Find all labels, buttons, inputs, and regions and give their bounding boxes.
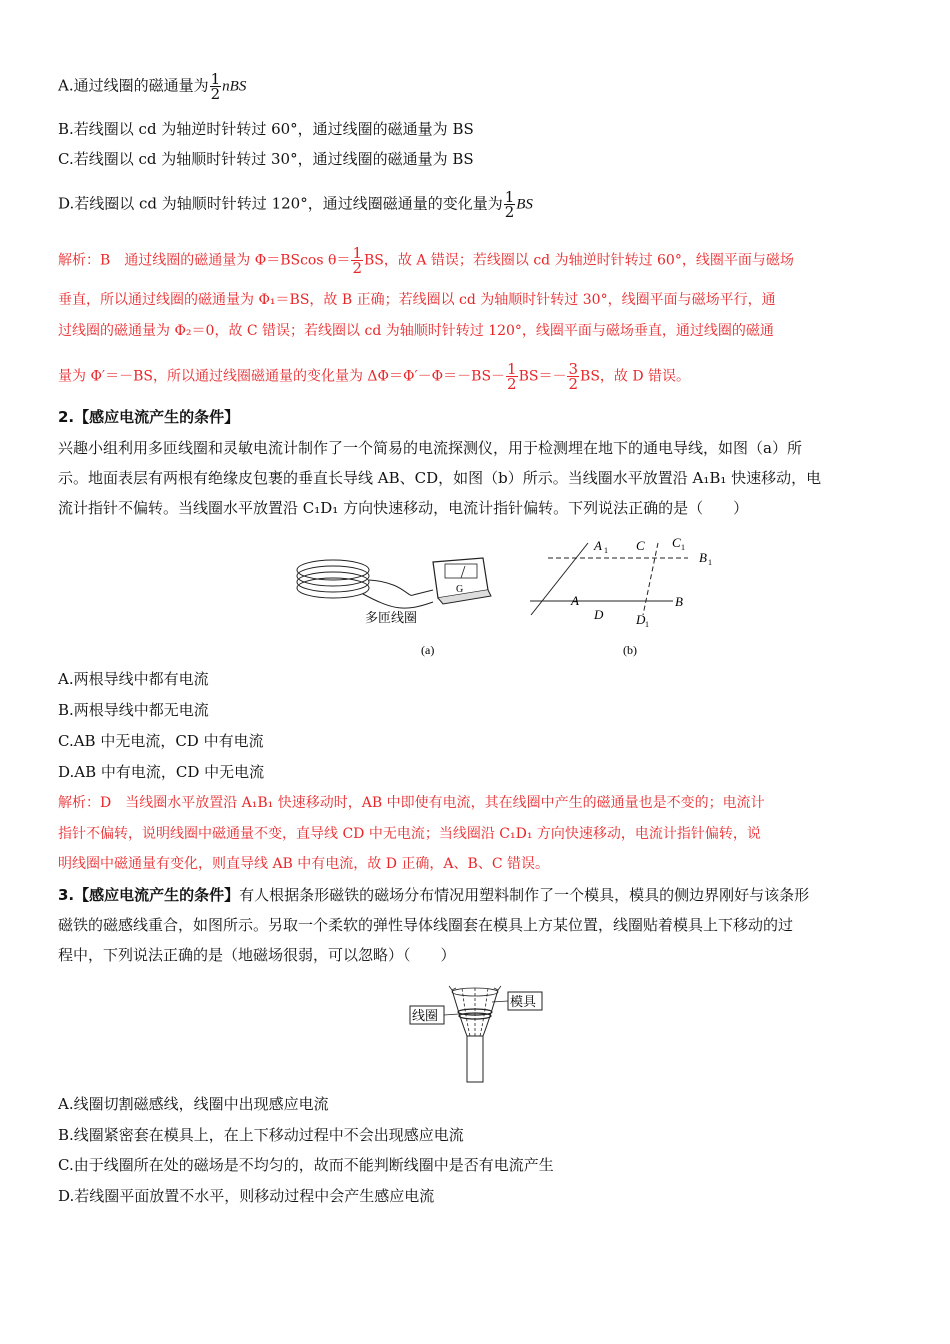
q1-analysis-line-4: 量为 Φ′＝－BS，所以通过线圈磁通量的变化量为 ΔΦ＝Φ′－Φ＝－BS－ $\frac{1}{2}$ BS＝－ $\frac{3}{2}$ BS，故 D 错误。 xyxy=(58,360,691,393)
svg-text:G: G xyxy=(456,584,464,595)
q2-analysis-line-3: 明线圈中磁通量有变化，则直导线 AB 中有电流，故 D 正确，A、B、C 错误。 xyxy=(58,856,549,872)
figure-mold-coil xyxy=(408,978,548,1086)
q3-option-a: A.线圈切割磁感线，线圈中出现感应电流 xyxy=(58,1095,329,1113)
fraction-half: $\frac{1}{2}$ xyxy=(352,244,362,277)
q3-option-c: C.由于线圈所在处的磁场是不均匀的，故而不能判断线圈中是否有电流产生 xyxy=(58,1156,554,1174)
fraction-three-halves: $\frac{3}{2}$ xyxy=(568,360,579,393)
q2-stem-line-1: 兴趣小组利用多匝线圈和灵敏电流计制作了一个简易的电流探测仪，用于检测埋在地下的通电导线，如图（a）所 xyxy=(58,439,802,457)
fraction-half: $\frac{1}{2}$ xyxy=(210,70,221,103)
q2-stem-line-3: 流计指针不偏转。当线圈水平放置沿 C₁D₁ 方向快速移动，电流计指针偏转。下列说法正确的是（ ） xyxy=(58,499,749,517)
svg-text:(a): (a) xyxy=(421,643,435,657)
svg-text:B: B xyxy=(699,550,707,565)
q3-option-b: B.线圈紧密套在模具上，在上下移动过程中不会出现感应电流 xyxy=(58,1126,464,1144)
q3-stem-line-1: 3.【感应电流产生的条件】有人根据条形磁铁的磁场分布情况用塑料制作了一个模具，模具的侧边界刚好与该条形 xyxy=(58,886,810,904)
svg-text:C: C xyxy=(672,535,681,550)
svg-text:(b): (b) xyxy=(623,643,637,657)
svg-text:多匝线圈: 多匝线圈 xyxy=(365,611,418,626)
q1-option-d: D.若线圈以 cd 为轴顺时针转过 120°，通过线圈磁通量的变化量为 $\frac{1}{2}$ BS xyxy=(58,188,533,221)
svg-text:B: B xyxy=(675,594,683,609)
q3-stem-line-2: 磁铁的磁感线重合，如图所示。另取一个柔软的弹性导体线圈套在模具上方某位置，线圈贴着模具上下移动的过 xyxy=(58,916,794,934)
q1-option-b: B.若线圈以 cd 为轴逆时针转过 60°，通过线圈的磁通量为 BS xyxy=(58,120,474,138)
q1-analysis-line-1: 解析：B 通过线圈的磁通量为 Φ＝BScos θ＝ $\frac{1}{2}$ BS，故 A 错误；若线圈以 cd 为轴逆时针转过 60°，线圈平面与磁场 xyxy=(58,244,794,277)
svg-text:模具: 模具 xyxy=(510,995,537,1010)
fraction-half: $\frac{1}{2}$ xyxy=(507,360,517,393)
figure-a-coil-galvanometer xyxy=(293,540,513,665)
q2-heading: 2.【感应电流产生的条件】 xyxy=(58,408,240,426)
svg-text:1: 1 xyxy=(681,543,685,552)
figure-b-wires-diagram xyxy=(508,535,728,665)
q2-analysis-line-1: 解析：D 当线圈水平放置沿 A₁B₁ 快速移动时，AB 中即使有电流，其在线圈中产生的磁通量也是不变的；电流计 xyxy=(58,795,765,811)
svg-text:1: 1 xyxy=(645,620,649,629)
q2-option-b: B.两根导线中都无电流 xyxy=(58,701,209,719)
q1-analysis-line-3: 过线圈的磁通量为 Φ₂＝0，故 C 错误；若线圈以 cd 为轴顺时针转过 120°，线圈平面与磁场垂直，通过线圈的磁通 xyxy=(58,323,774,339)
q1-option-a: A.通过线圈的磁通量为 $\frac{1}{2}$ nBS xyxy=(58,70,247,103)
q1-option-c: C.若线圈以 cd 为轴顺时针转过 30°，通过线圈的磁通量为 BS xyxy=(58,150,474,168)
q3-stem-line-3: 程中，下列说法正确的是（地磁场很弱，可以忽略）（ ） xyxy=(58,946,456,964)
svg-text:1: 1 xyxy=(708,558,712,567)
q2-option-a: A.两根导线中都有电流 xyxy=(58,670,209,688)
q2-option-d: D.AB 中有电流，CD 中无电流 xyxy=(58,763,265,781)
svg-text:D: D xyxy=(594,607,604,622)
fraction-half: $\frac{1}{2}$ xyxy=(504,188,515,221)
svg-text:C: C xyxy=(636,538,645,553)
q1-analysis-line-2: 垂直，所以通过线圈的磁通量为 Φ₁＝BS，故 B 正确；若线圈以 cd 为轴顺时针转过 30°，线圈平面与磁场平行，通 xyxy=(58,292,776,308)
q2-analysis-line-2: 指针不偏转，说明线圈中磁通量不变，直导线 CD 中无电流；当线圈沿 C₁D₁ 方向快速移动，电流计指针偏转，说 xyxy=(58,826,761,842)
svg-text:A: A xyxy=(594,538,602,553)
q3-option-d: D.若线圈平面放置不水平，则移动过程中会产生感应电流 xyxy=(58,1187,435,1205)
q2-option-c: C.AB 中无电流，CD 中有电流 xyxy=(58,732,264,750)
svg-text:D: D xyxy=(636,612,646,627)
svg-text:A: A xyxy=(571,593,579,608)
svg-text:1: 1 xyxy=(604,546,608,555)
q2-stem-line-2: 示。地面表层有两根有绝缘皮包裹的垂直长导线 AB、CD，如图（b）所示。当线圈水平放置沿 A₁B₁ 快速移动，电 xyxy=(58,469,822,487)
svg-text:线圈: 线圈 xyxy=(412,1009,439,1024)
